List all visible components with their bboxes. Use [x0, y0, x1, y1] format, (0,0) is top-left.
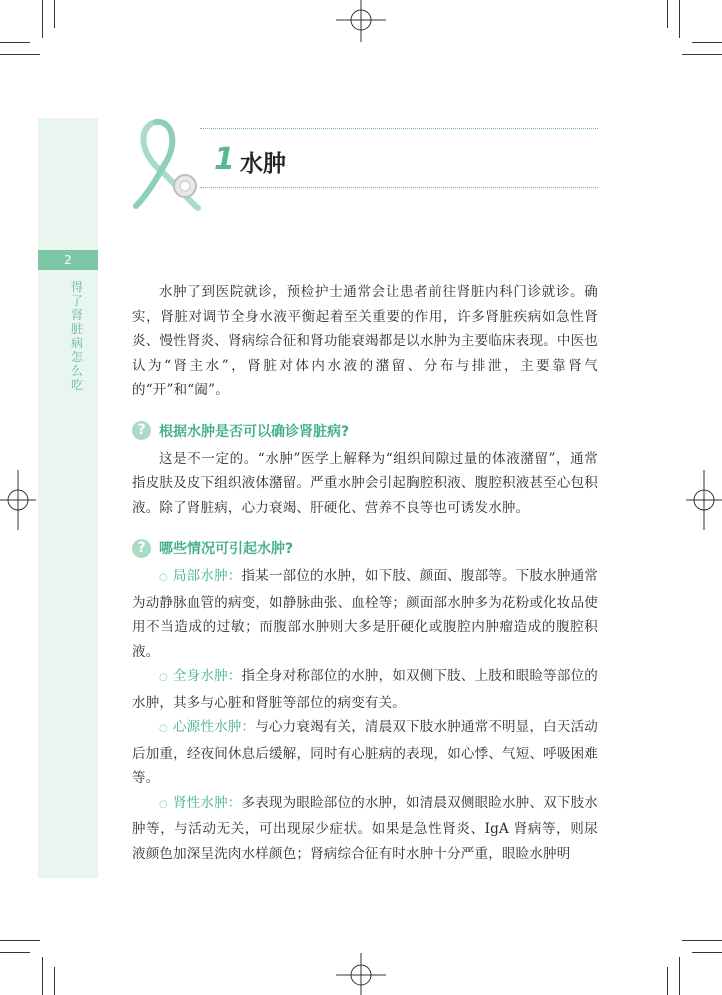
crop-mark: [0, 54, 40, 55]
ribbon-icon: [128, 116, 208, 212]
item-term: 局部水肿：: [172, 568, 242, 584]
list-item: [132, 791, 598, 867]
crop-mark: [682, 940, 722, 941]
circle-bullet-icon: ○: [159, 672, 168, 683]
crop-mark: [0, 42, 30, 43]
crop-mark: [682, 54, 722, 55]
header-rule-bottom: [200, 187, 598, 188]
circle-bullet-icon: ○: [159, 723, 168, 734]
crop-mark: [54, 967, 55, 995]
registration-mark-icon: [686, 470, 722, 530]
crop-mark: [54, 0, 55, 28]
registration-mark-icon: [0, 470, 36, 530]
page-number: 2: [38, 250, 98, 270]
article-body: [132, 280, 598, 866]
side-band: [38, 118, 98, 878]
chapter-number: 1: [214, 142, 235, 177]
header-rule-top: [200, 128, 598, 129]
crop-mark: [0, 952, 30, 953]
running-book-title: 得了肾脏病怎么吃: [71, 280, 84, 392]
circle-bullet-icon: ○: [159, 572, 168, 583]
chapter-title: 水肿: [240, 151, 286, 177]
question-icon: ?: [132, 421, 151, 440]
crop-mark: [692, 952, 722, 953]
crop-mark: [692, 42, 722, 43]
item-text: 多表现为眼睑部位的水肿，如清晨双侧眼睑水肿、双下肢水肿等，与活动无关，可出现尿少症状。如果是急性肾炎、IgA 肾病等，则尿液颜色加深呈洗肉水样颜色；肾病综合征有时水肿十分严重，眼睑水肿明: [132, 794, 598, 862]
question-text: 根据水肿是否可以确诊肾脏病?: [159, 423, 350, 440]
list-item: [132, 564, 598, 664]
crop-mark: [679, 0, 680, 38]
item-text: 指某一部位的水肿，如下肢、颜面、腹部等。下肢水肿通常为动静脉血管的病变，如静脉曲张、血栓等；颜面部水肿多为花粉或化妆品使用不当造成的过敏；而腹部水肿则大多是肝硬化或腹腔内肿瘤造成的腹腔积液。: [132, 568, 598, 660]
crop-mark: [667, 967, 668, 995]
list-item: [132, 664, 598, 715]
item-term: 心源性水肿：: [172, 719, 256, 735]
crop-mark: [679, 957, 680, 995]
crop-mark: [42, 0, 43, 38]
crop-mark: [667, 0, 668, 28]
list-item: [132, 715, 598, 791]
item-text: 指全身对称部位的水肿，如双侧下肢、上肢和眼睑等部位的水肿，其多与心脏和肾脏等部位的病变有关。: [132, 668, 598, 711]
item-term: 全身水肿：: [172, 668, 242, 684]
registration-mark-icon: [336, 0, 386, 42]
item-text: 与心力衰竭有关，清晨双下肢水肿通常不明显，白天活动后加重，经夜间休息后缓解，同时有心脏病的表现，如心悸、气短、呼吸困难等。: [132, 719, 598, 786]
answer-paragraph: 这是不一定的。“水肿”医学上解释为“组织间隙过量的体液潴留”，通常指皮肤及皮下组织液体潴留。严重水肿会引起胸腔积液、腹腔积液甚至心包积液。除了肾脏病，心力衰竭、肝硬化、营养不良等也可诱发水肿。: [132, 450, 598, 516]
question-icon: ?: [132, 539, 151, 558]
question-text: 哪些情况可引起水肿?: [159, 541, 294, 557]
question-heading: [132, 538, 598, 558]
item-term: 肾性水肿：: [172, 794, 242, 811]
circle-bullet-icon: ○: [159, 798, 168, 810]
question-heading: [132, 421, 598, 441]
crop-mark: [0, 940, 40, 941]
intro-paragraph: 水肿了到医院就诊，预检护士通常会让患者前往肾脏内科门诊就诊。确实，肾脏对调节全身水液平衡起着至关重要的作用，许多肾脏疾病如急性肾炎、慢性肾炎、肾病综合征和肾功能衰竭都是以水肿为主要临床表现。中医也认为“肾主水”，肾脏对体内水液的潴留、分布与排泄，主要靠肾气的“开”和“阖”。: [132, 284, 598, 398]
registration-mark-icon: [336, 953, 386, 995]
crop-mark: [42, 957, 43, 995]
